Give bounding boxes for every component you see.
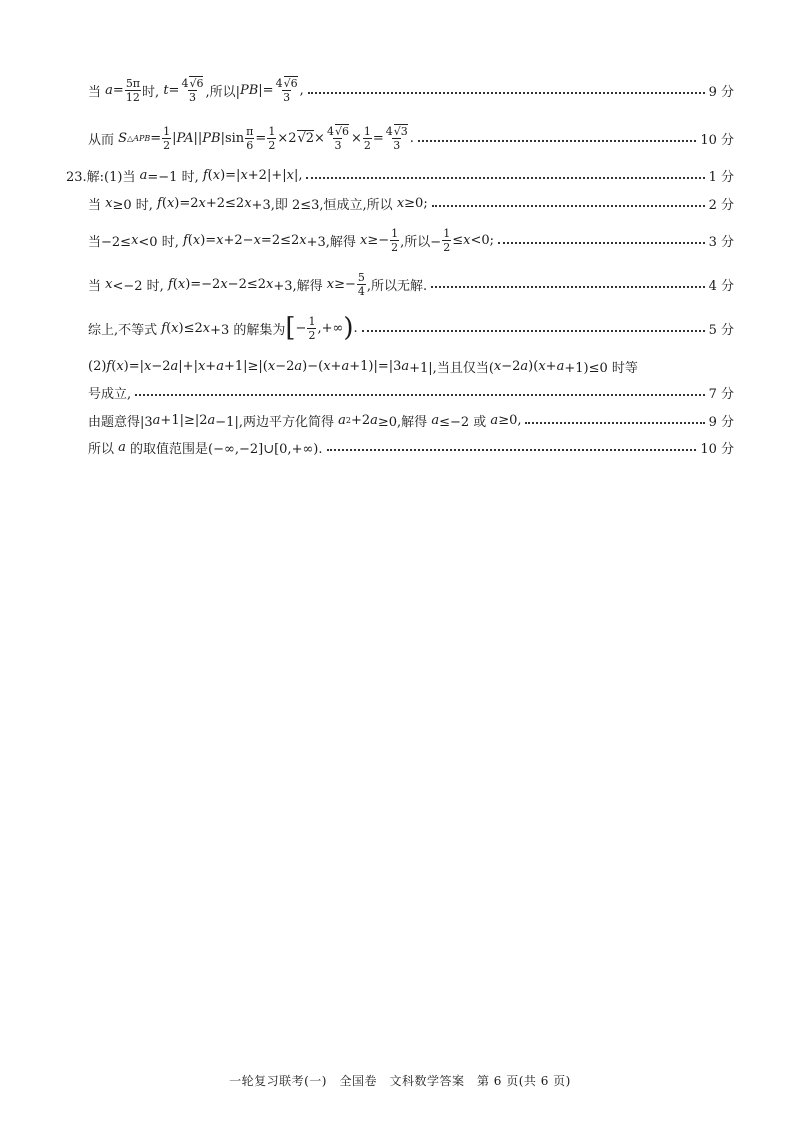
line-1-text: 当 a = $\frac{5\pi}{12}$ 时, t = $\frac{4√6}{3}$ ,所以| PB |= $\frac{4√6}{3}$ , [88,76,304,104]
score: 10 分 [700,132,734,148]
answer-line-7 [88,314,734,342]
answer-line-3 [66,161,734,189]
line-8-text-cont: 号成立, [88,386,132,402]
score: 3 分 [708,234,734,250]
leader-dots [498,242,705,244]
answer-line-6 [88,270,734,298]
line-4-text: 当 x ≥0 时, f ( x )=2 x +2≤2 x +3,即 2≤3,恒成立,所以 x ≥0; [88,195,428,213]
score: 2 分 [708,197,734,213]
line-5-text: 当−2≤ x <0 时, f ( x )= x +2− x =2≤2 x +3,解得 x ≥− $\frac{1}{2}$ ,所以− $\frac{1}{2}$ ≤ x <0; [88,226,494,254]
answer-line-1 [88,76,734,104]
leader-dots [135,394,704,396]
score: 9 分 [708,414,734,430]
leader-dots [306,177,704,179]
answer-line-8a [88,352,734,380]
answer-line-9 [88,406,734,434]
score: 1 分 [708,169,734,185]
score: 5 分 [708,322,734,338]
leader-dots [431,286,704,288]
leader-dots [362,330,705,332]
leader-dots [308,92,705,94]
score: 9 分 [708,84,734,100]
line-2-text: 从而 S △APB = $\frac{1}{2}$ | PA || PB |sin $\frac{\pi}{6}$ = $\frac{1}{2}$ ×2 √2 × $\frac{4√6}{3}$ × $\frac{1}{2}$ = $\frac{4√3}{3}$ . [88,124,414,152]
answer-line-2 [88,124,734,152]
line-9-text: 由题意得|3 a +1|≥|2 a −1|,两边平方化简得 a 2 +2 a ≥0,解得 a ≤−2 或 a ≥0, [88,412,522,430]
line-7-text: 综上,不等式 f ( x )≤2 x +3 的解集为 [ − $\frac{1}{2}$ ,+∞ ) . [88,313,358,343]
page-footer: 一轮复习联考(一) 全国卷 文科数学答案 第 6 页(共 6 页) [229,1074,571,1088]
line-8-text: (2) f ( x )=| x −2 a |+| x + a +1|≥|( x −2 a )−( x + a +1)|=|3 a +1|,当且仅当( x −2 a )( x + a +1)≤0 时等 [88,358,638,376]
leader-dots [327,449,697,451]
leader-dots [525,422,704,424]
answer-line-10 [88,433,734,461]
score: 7 分 [708,386,734,402]
answer-line-4 [88,189,734,217]
answer-line-5 [88,226,734,254]
line-6-text: 当 x <−2 时, f ( x )=−2 x −2≤2 x +3,解得 x ≥− $\frac{5}{4}$ ,所以无解. [88,270,428,298]
leader-dots [418,140,696,142]
score: 10 分 [700,441,734,457]
line-3-text: 23.解:(1)当 a =−1 时, f ( x )=| x +2|+| x |, [66,167,303,185]
score: 4 分 [708,278,734,294]
leader-dots [432,205,705,207]
line-10-text: 所以 a 的取值范围是(−∞,−2]∪[0,+∞). [88,439,323,457]
answer-line-8b [88,378,734,406]
